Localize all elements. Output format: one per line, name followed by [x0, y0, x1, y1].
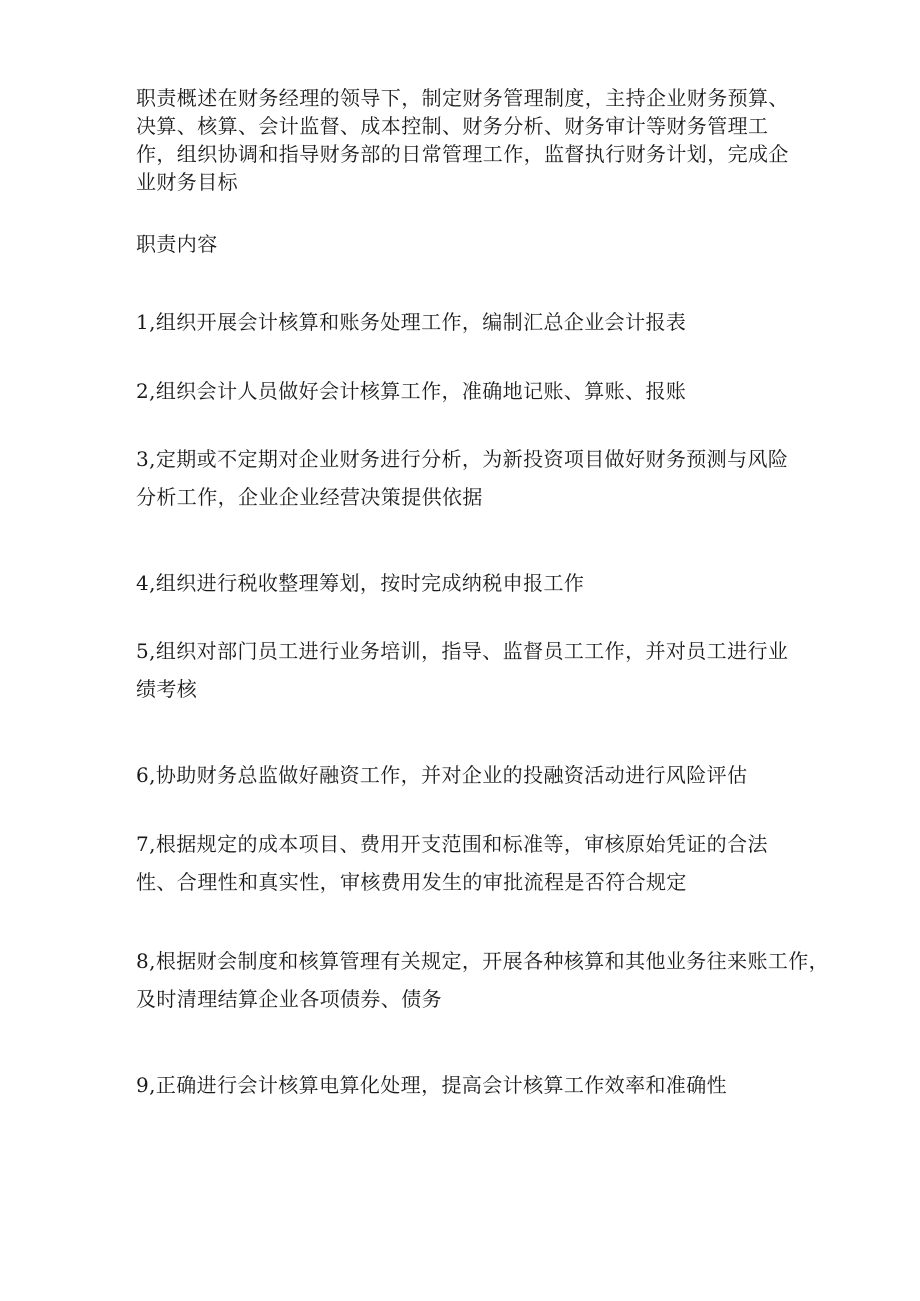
duty-item-line: 5,组织对部门员工进行业务培训，指导、监督员工工作，并对员工进行业	[136, 639, 789, 663]
duty-item-5	[136, 632, 796, 708]
duty-item-1	[136, 303, 796, 341]
duty-item-line: 4,组织进行税收整理筹划，按时完成纳税申报工作	[136, 571, 585, 595]
duty-content-heading: 职责内容	[136, 232, 218, 256]
duty-item-7	[136, 825, 796, 901]
duty-item-2	[136, 372, 796, 410]
duty-item-4	[136, 564, 796, 602]
duty-item-9	[136, 1066, 796, 1104]
duty-item-line: 及时清理结算企业各项债券、债务	[136, 987, 442, 1011]
duty-item-line: 分析工作，企业企业经营决策提供依据	[136, 485, 483, 509]
duty-item-line: 7,根据规定的成本项目、费用开支范围和标准等，审核原始凭证的合法	[136, 832, 768, 856]
duty-item-line: 绩考核	[136, 677, 198, 701]
duty-item-line: 性、合理性和真实性，审核费用发生的审批流程是否符合规定	[136, 870, 687, 894]
duty-item-3	[136, 440, 796, 516]
duty-summary-paragraph: 职责概述在财务经理的领导下，制定财务管理制度，主持企业财务预算、决算、核算、会计监督、成本控制、财务分析、财务审计等财务管理工作，组织协调和指导财务部的日常管理工作，监督执行财务计划，完成企业财务目标	[136, 86, 789, 194]
duty-item-line: 8,根据财会制度和核算管理有关规定，开展各种核算和其他业务往来账工作，	[136, 949, 830, 973]
duty-item-6	[136, 756, 796, 794]
duty-item-line: 1,组织开展会计核算和账务处理工作，编制汇总企业会计报表	[136, 310, 687, 334]
duty-item-line: 6,协助财务总监做好融资工作，并对企业的投融资活动进行风险评估	[136, 763, 748, 787]
duty-item-line: 9,正确进行会计核算电算化处理，提高会计核算工作效率和准确性	[136, 1073, 728, 1097]
duty-item-line: 3,定期或不定期对企业财务进行分析，为新投资项目做好财务预测与风险	[136, 447, 789, 471]
duty-item-line: 2,组织会计人员做好会计核算工作，准确地记账、算账、报账	[136, 379, 687, 403]
duty-item-8	[136, 942, 830, 1018]
